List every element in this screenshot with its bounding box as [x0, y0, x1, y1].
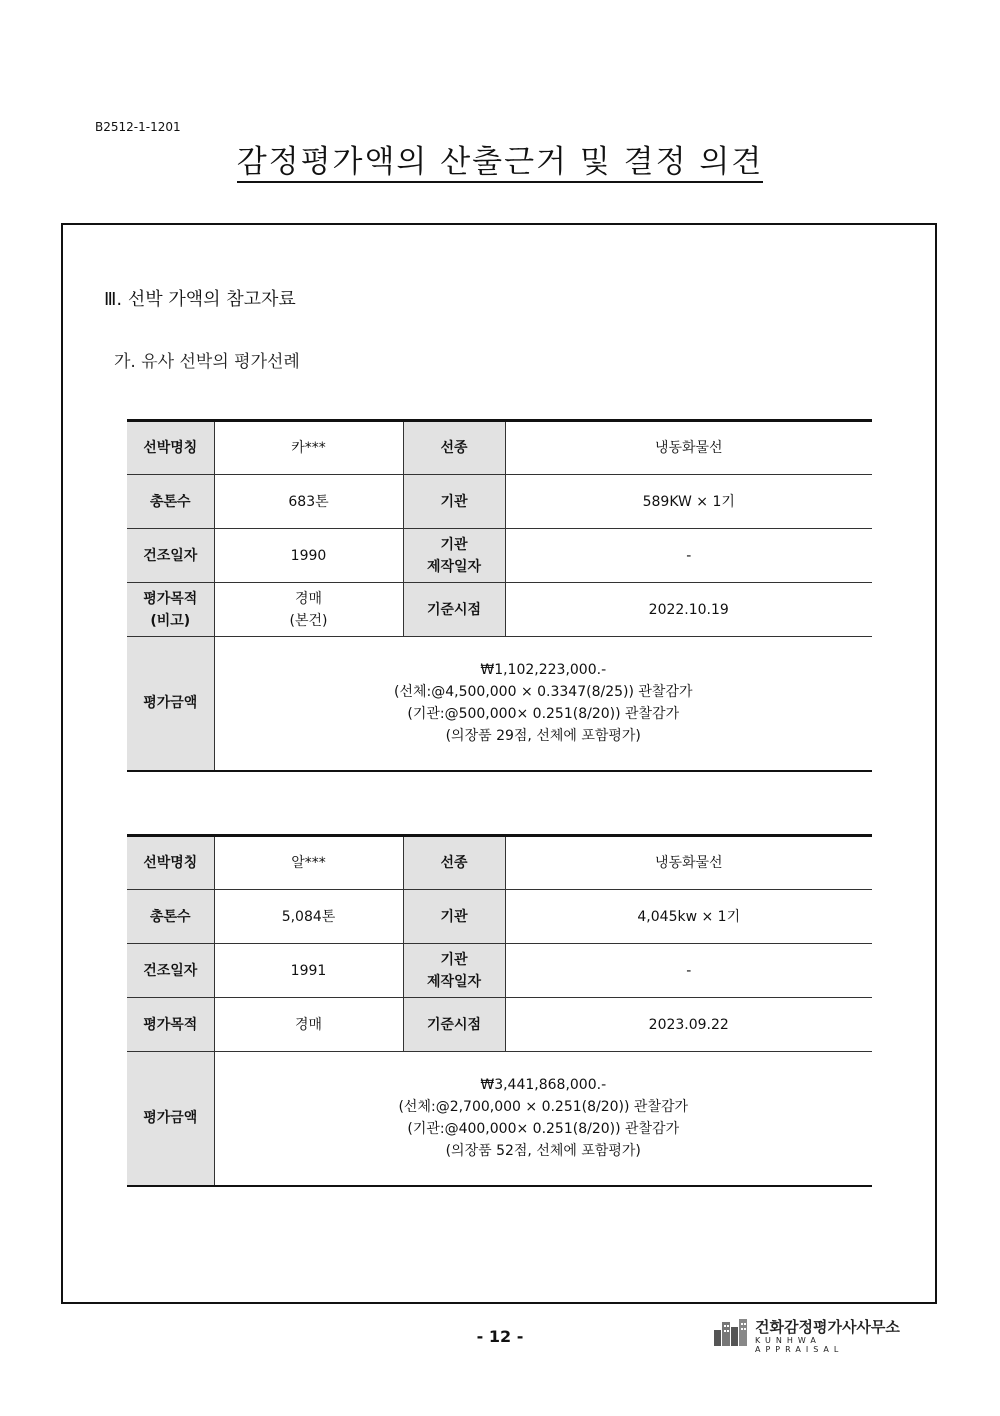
- table-row: [127, 529, 872, 583]
- value-engine-mfg-date: -: [505, 944, 872, 998]
- section-heading: Ⅲ. 선박 가액의 참고자료: [104, 289, 296, 310]
- value-gross-tonnage: 5,084톤: [214, 890, 403, 944]
- value-purpose: 경매 (본건): [214, 583, 403, 637]
- value-engine: 589KW × 1기: [505, 475, 872, 529]
- table-row: [127, 583, 872, 637]
- page-number: - 12 -: [476, 1327, 524, 1346]
- label-engine: 기관: [403, 890, 505, 944]
- label-ship-name: 선박명칭: [127, 836, 214, 890]
- label-build-date: 건조일자: [127, 944, 214, 998]
- table-row: [127, 421, 872, 475]
- label-ship-type: 선종: [403, 421, 505, 475]
- value-amount: ₩3,441,868,000.- (선체:@2,700,000 × 0.251(8/20)) 관찰감가 (기관:@400,000× 0.251(8/20)) 관찰감가 (의장품 52점, 선체에 포함평가): [214, 1052, 872, 1186]
- comparable-case-table-2: [127, 834, 872, 1187]
- label-ship-type: 선종: [403, 836, 505, 890]
- label-base-date: 기준시점: [403, 998, 505, 1052]
- label-amount: 평가금액: [127, 1052, 214, 1186]
- value-engine: 4,045kw × 1기: [505, 890, 872, 944]
- value-base-date: 2022.10.19: [505, 583, 872, 637]
- label-engine-mfg-date: 기관 제작일자: [403, 529, 505, 583]
- building-logo-icon: [713, 1318, 749, 1346]
- value-amount: ₩1,102,223,000.- (선체:@4,500,000 × 0.3347(8/25)) 관찰감가 (기관:@500,000× 0.251(8/20)) 관찰감가 (의장품 29점, 선체에 포함평가): [214, 637, 872, 771]
- table-row: [127, 836, 872, 890]
- page-title-text: 감정평가액의 산출근거 및 결정 의견: [237, 144, 764, 183]
- label-purpose: 평가목적: [127, 998, 214, 1052]
- value-ship-type: 냉동화물선: [505, 421, 872, 475]
- label-build-date: 건조일자: [127, 529, 214, 583]
- table-row: [127, 637, 872, 771]
- company-logo: [713, 1316, 908, 1354]
- value-ship-name: 알***: [214, 836, 403, 890]
- value-base-date: 2023.09.22: [505, 998, 872, 1052]
- table-row: [127, 1052, 872, 1186]
- value-ship-name: 카***: [214, 421, 403, 475]
- value-build-date: 1991: [214, 944, 403, 998]
- label-gross-tonnage: 총톤수: [127, 475, 214, 529]
- table-row: [127, 890, 872, 944]
- label-ship-name: 선박명칭: [127, 421, 214, 475]
- value-gross-tonnage: 683톤: [214, 475, 403, 529]
- logo-name: 건화감정평가사사무소: [755, 1318, 900, 1336]
- page-title: [0, 136, 1000, 181]
- table-row: [127, 475, 872, 529]
- label-engine-mfg-date: 기관 제작일자: [403, 944, 505, 998]
- value-engine-mfg-date: -: [505, 529, 872, 583]
- logo-subtitle: KUNHWA APPRAISAL: [755, 1336, 844, 1354]
- comparable-case-table-1: [127, 419, 872, 772]
- label-base-date: 기준시점: [403, 583, 505, 637]
- label-amount: 평가금액: [127, 637, 214, 771]
- table-row: [127, 944, 872, 998]
- table-row: [127, 998, 872, 1052]
- value-purpose: 경매: [214, 998, 403, 1052]
- subsection-heading: 가. 유사 선박의 평가선례: [114, 352, 300, 372]
- value-build-date: 1990: [214, 529, 403, 583]
- document-code: B2512-1-1201: [95, 120, 181, 134]
- label-purpose: 평가목적 (비고): [127, 583, 214, 637]
- value-ship-type: 냉동화물선: [505, 836, 872, 890]
- label-gross-tonnage: 총톤수: [127, 890, 214, 944]
- label-engine: 기관: [403, 475, 505, 529]
